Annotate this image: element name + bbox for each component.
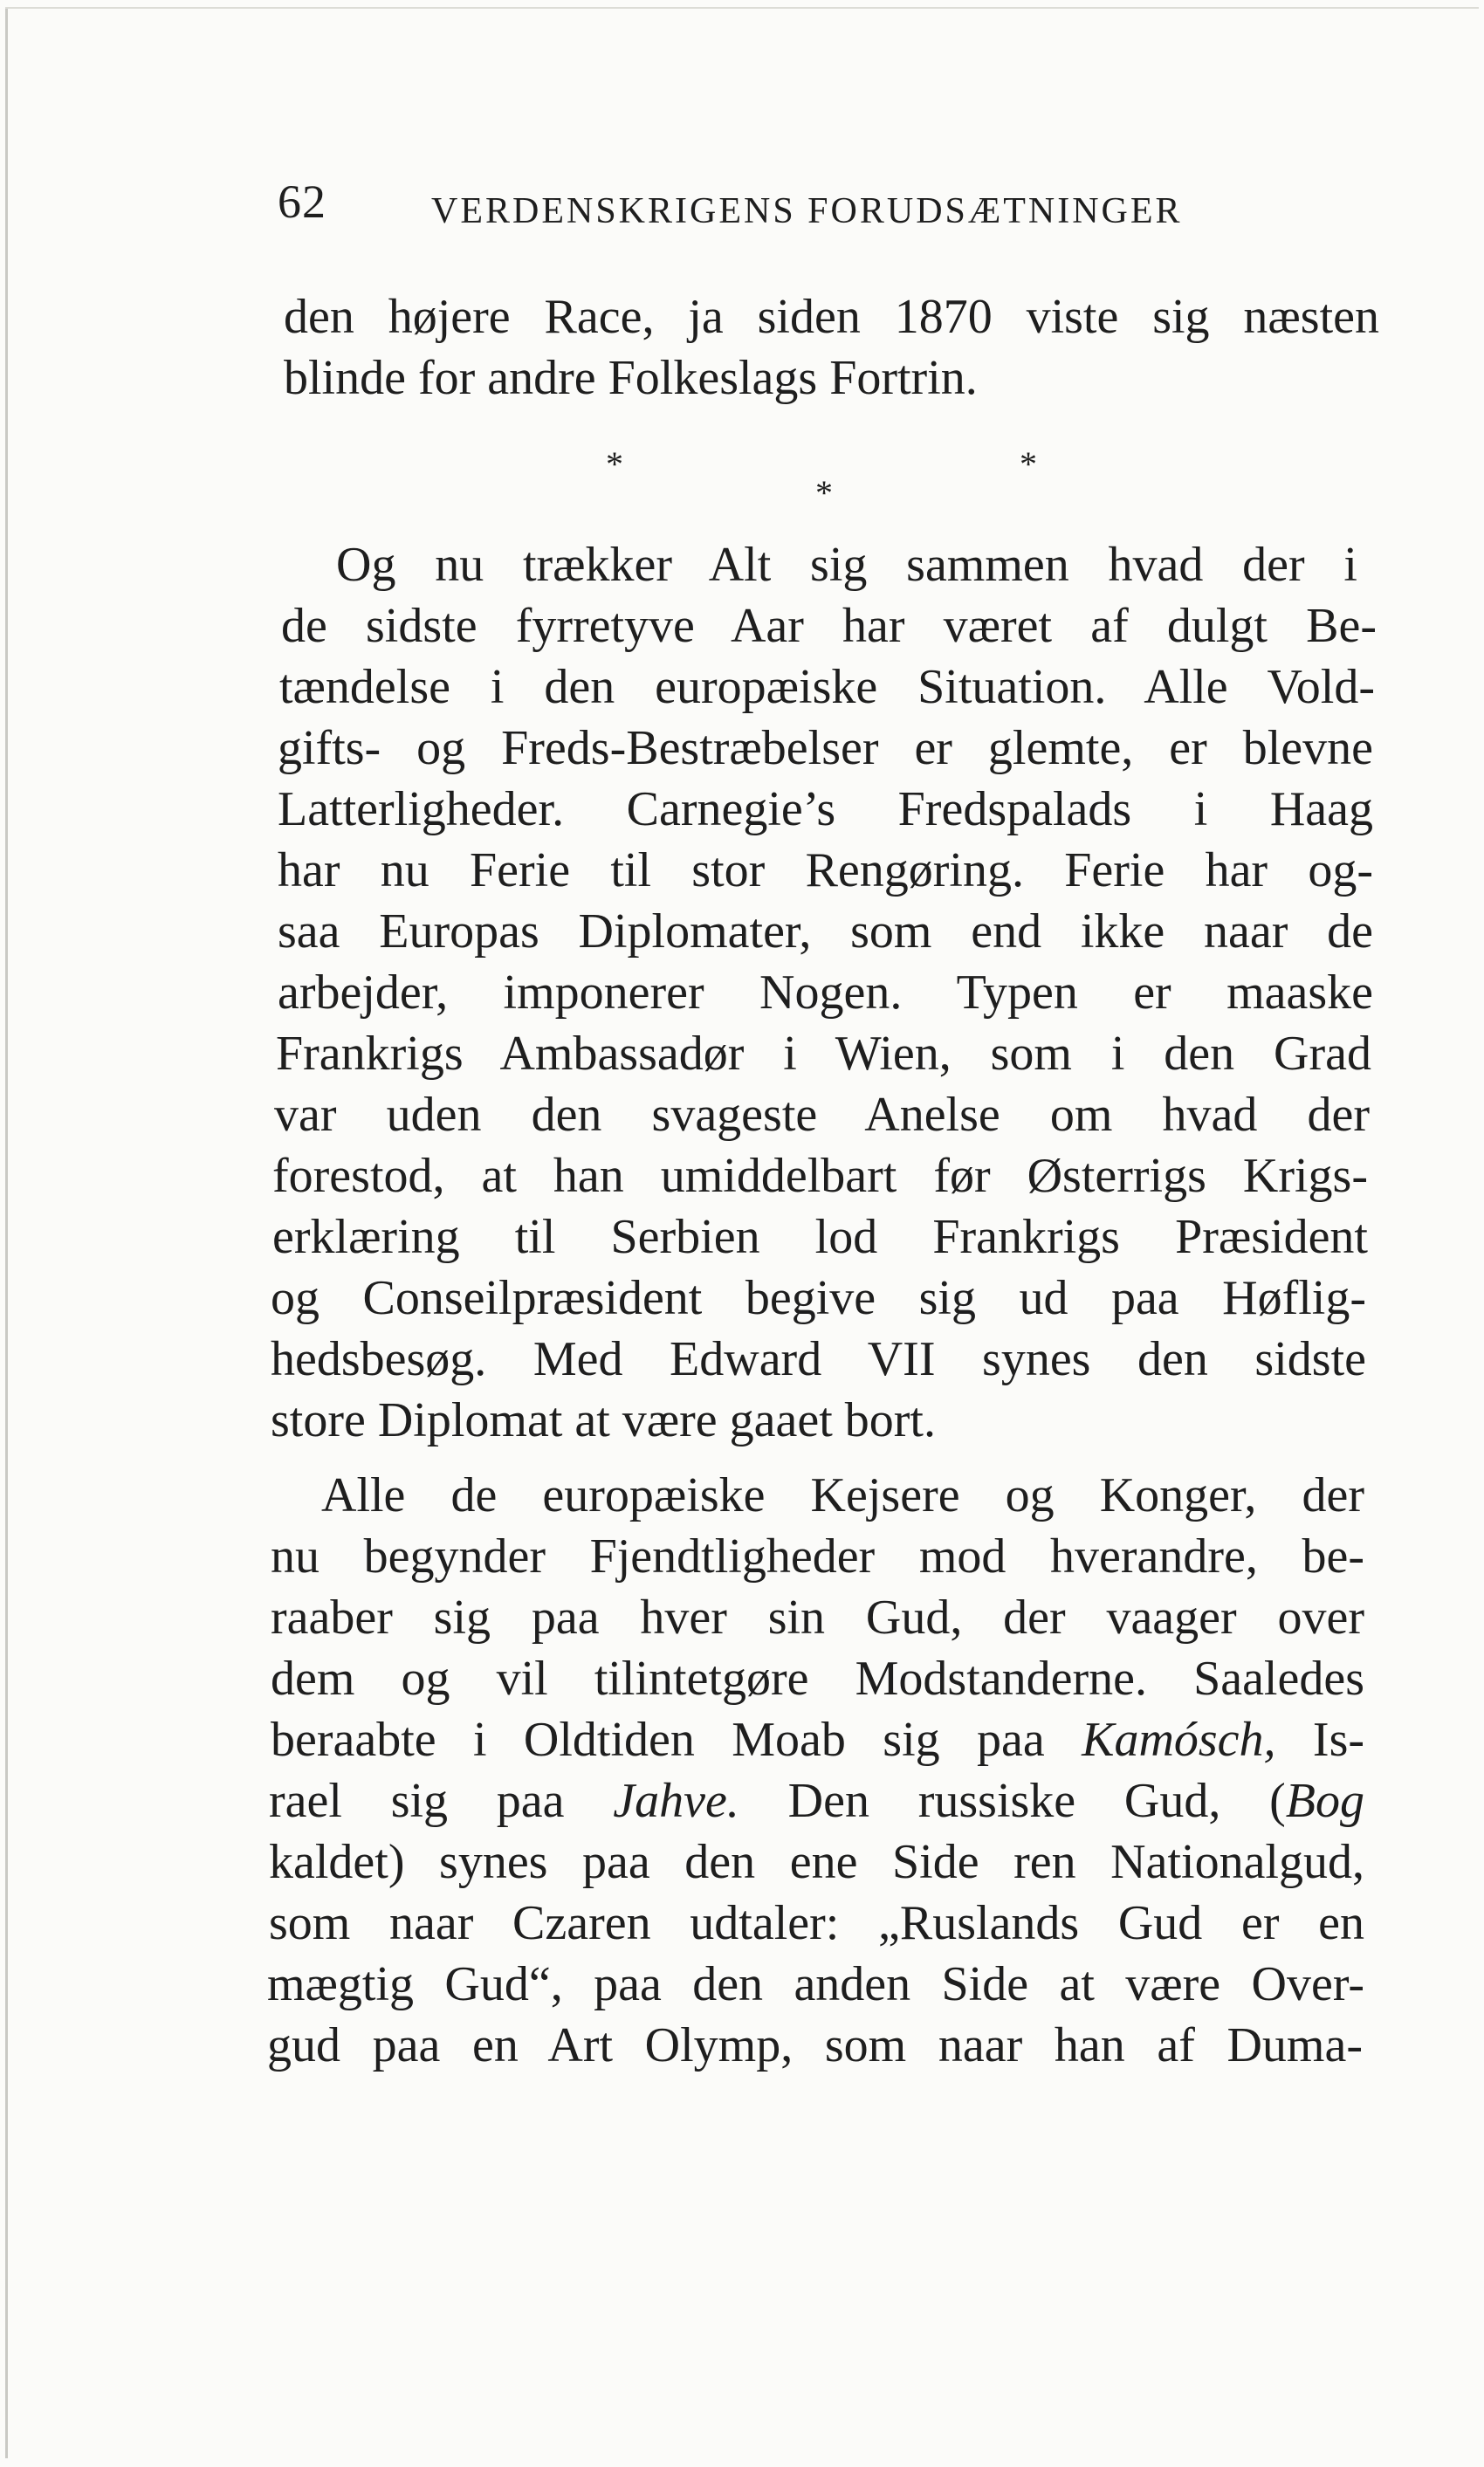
text-line: dem og vil tilintetgøre Modstanderne. Saaledes [271, 1652, 1364, 1706]
text-line: Alle de europæiske Kejsere og Konger, der [321, 1468, 1364, 1522]
text-line: raaber sig paa hver sin Gud, der vaager over [271, 1591, 1364, 1645]
text-line: hedsbesøg. Med Edward VII synes den sidste [271, 1332, 1366, 1386]
text-line: tændelse i den europæiske Situation. Alle Vold- [279, 660, 1375, 714]
text-line: kaldet) synes paa den ene Side ren Nationalgud, [269, 1835, 1364, 1889]
text-line: store Diplomat at være gaaet bort. [271, 1393, 936, 1447]
text-line [271, 1709, 1364, 1770]
section-separator-star: * [606, 444, 623, 484]
italic-name: Jahve. [613, 1774, 739, 1828]
text-line: forestod, at han umiddelbart før Østerrigs Krigs- [272, 1149, 1368, 1203]
text-run: Den russiske Gud, ( [739, 1774, 1286, 1828]
section-separator-star: * [815, 473, 833, 512]
page-number: 62 [278, 175, 326, 228]
text-run: beraabte i Oldtiden Moab sig paa [271, 1713, 1082, 1767]
text-line: den højere Race, ja siden 1870 viste sig næsten [284, 290, 1379, 344]
running-title: VERDENSKRIGENS FORUDSÆTNINGER [431, 191, 1183, 231]
italic-name: Bog [1285, 1774, 1365, 1828]
text-line: erklæring til Serbien lod Frankrigs Præsident [272, 1210, 1368, 1264]
text-line: Og nu trækker Alt sig sammen hvad der i [336, 538, 1357, 592]
text-line: arbejder, imponerer Nogen. Typen er maaske [278, 965, 1373, 1020]
text-run: rael sig paa [269, 1774, 614, 1828]
text-line: gud paa en Art Olymp, som naar han af Duma- [267, 2018, 1363, 2072]
text-line: var uden den svageste Anelse om hvad der [274, 1088, 1370, 1142]
italic-name: Kamósch, [1082, 1713, 1276, 1767]
text-line: mægtig Gud“, paa den anden Side at være Over- [267, 1957, 1364, 2011]
text-line: Frankrigs Ambassadør i Wien, som i den Grad [276, 1027, 1371, 1081]
text-line: som naar Czaren udtaler: „Ruslands Gud er en [269, 1896, 1364, 1950]
text-line: gifts- og Freds-Bestræbelser er glemte, er blevne [278, 721, 1373, 775]
section-separator-star: * [1020, 444, 1037, 484]
text-line: Latterligheder. Carnegie’s Fredspalads i Haag [278, 782, 1373, 836]
text-line [269, 1770, 1364, 1831]
text-run: Is- [1275, 1713, 1365, 1767]
text-line: de sidste fyrretyve Aar har været af dulgt Be- [281, 599, 1377, 653]
text-line: saa Europas Diplomater, som end ikke naar de [278, 904, 1373, 959]
text-line: og Conseilpræsident begive sig ud paa Høflig- [271, 1271, 1366, 1325]
text-line: nu begynder Fjendtligheder mod hverandre, be- [271, 1529, 1364, 1584]
text-line: blinde for andre Folkeslags Fortrin. [284, 351, 978, 405]
text-line: har nu Ferie til stor Rengøring. Ferie har og- [278, 843, 1373, 897]
